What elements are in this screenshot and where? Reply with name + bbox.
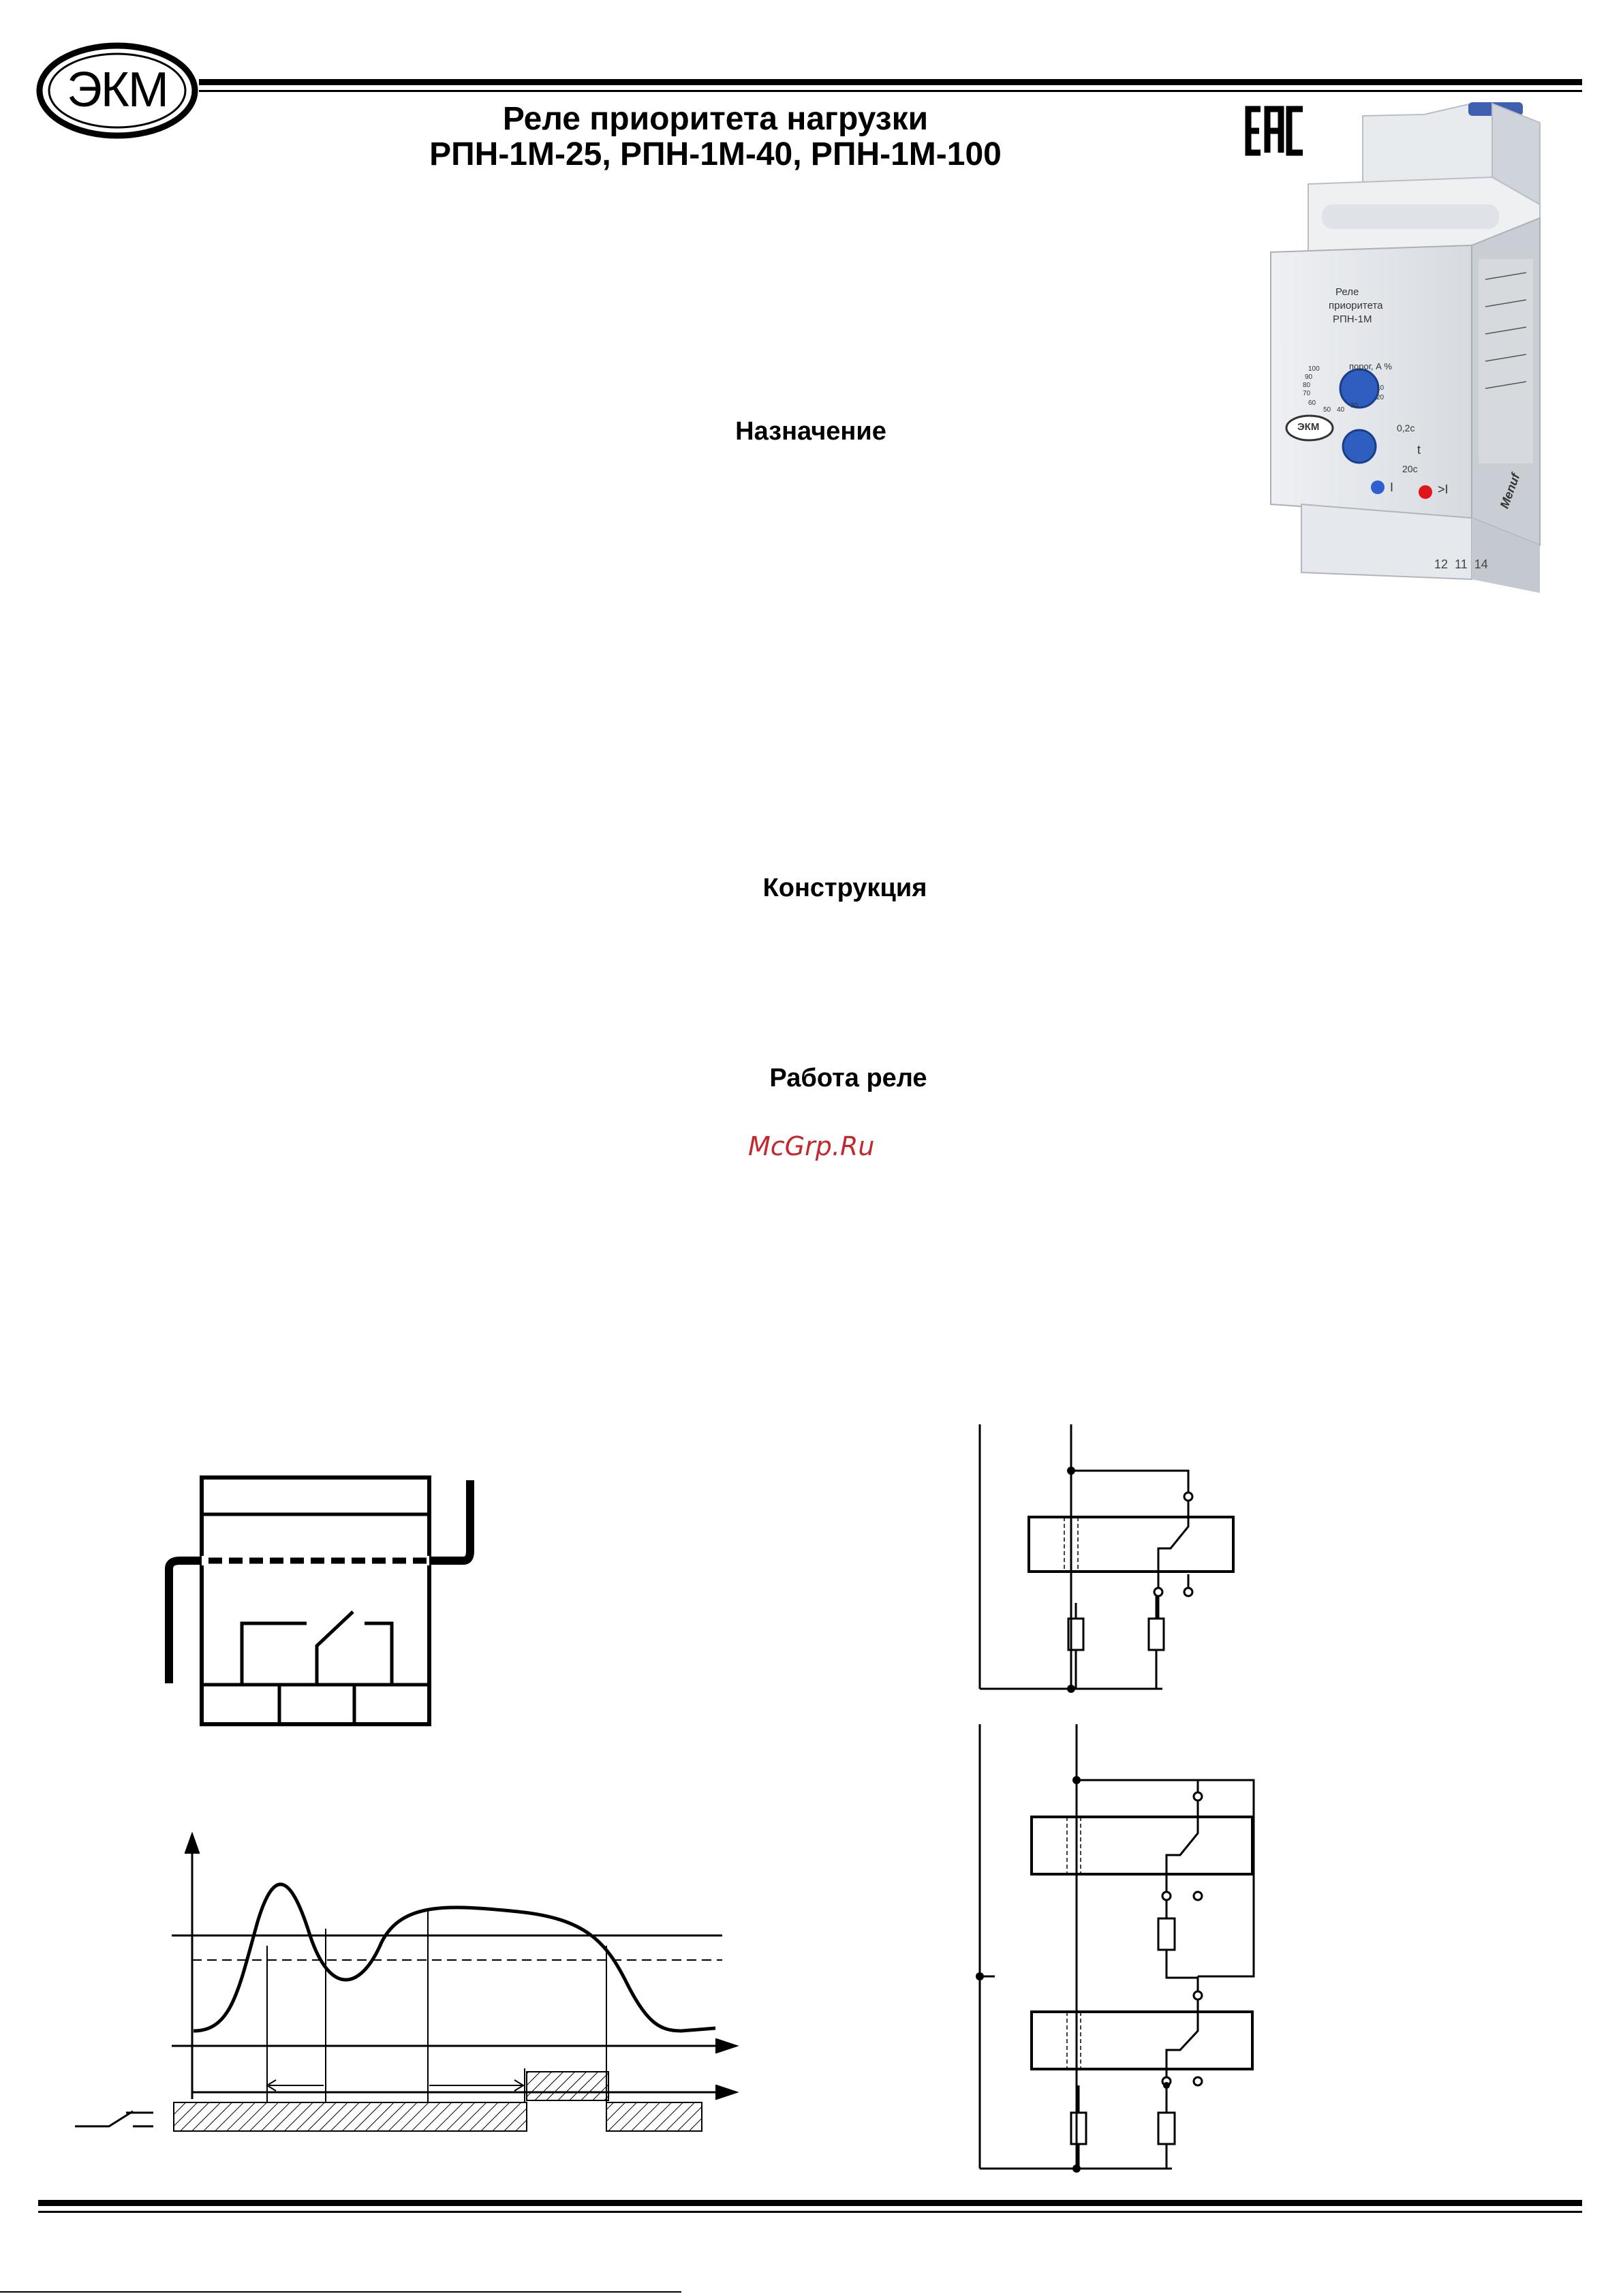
scale-40: 40 bbox=[1337, 406, 1345, 414]
scale-50: 50 bbox=[1323, 406, 1331, 414]
scale-70: 70 bbox=[1303, 390, 1311, 397]
threshold-label: порог, А % bbox=[1349, 361, 1392, 371]
wiring-diagram-single bbox=[968, 1424, 1240, 1697]
bottom-edge-rule bbox=[0, 2291, 681, 2293]
scale-100: 100 bbox=[1308, 365, 1320, 373]
terminal-numbers: 12 11 14 bbox=[1434, 557, 1488, 571]
scale-60: 60 bbox=[1308, 399, 1316, 407]
section-heading-operation: Работа реле bbox=[769, 1064, 927, 1092]
device-photo bbox=[1267, 102, 1581, 593]
device-label-line1: Реле bbox=[1335, 286, 1359, 298]
device-label-line2: приоритета bbox=[1329, 300, 1383, 311]
section-heading-purpose: Назначение bbox=[735, 417, 886, 446]
wiring-diagram-double bbox=[968, 1724, 1295, 2174]
time-min-label: 0,2с bbox=[1397, 423, 1415, 433]
header-rule-thick bbox=[199, 79, 1582, 85]
threshold-scale bbox=[1301, 361, 1397, 423]
section-heading-construction: Конструкция bbox=[762, 874, 927, 902]
device-brand-badge: ЭКМ bbox=[1297, 421, 1320, 433]
device-side-text: Menuf bbox=[1497, 472, 1523, 510]
time-label: t bbox=[1417, 443, 1421, 457]
document-title-line1: Реле приоритета нагрузки bbox=[502, 101, 929, 137]
header-rule-thin bbox=[199, 90, 1582, 92]
watermark: McGrp.Ru bbox=[748, 1131, 875, 1161]
scale-80: 80 bbox=[1303, 382, 1311, 389]
relay-construction-diagram bbox=[150, 1465, 491, 1738]
document-title-line2: РПН-1М-25, РПН-1М-40, РПН-1М-100 bbox=[429, 136, 1002, 172]
scale-10: 10 bbox=[1376, 384, 1385, 392]
time-max-label: 20с bbox=[1402, 463, 1418, 474]
led-trip-label: >I bbox=[1438, 483, 1449, 496]
led-power-label: I bbox=[1390, 480, 1394, 494]
scale-90: 90 bbox=[1305, 373, 1313, 381]
footer-rule-thin bbox=[38, 2211, 1582, 2213]
scale-30: 30 bbox=[1350, 402, 1359, 410]
logo-text: ЭКМ bbox=[67, 63, 168, 117]
footer-rule-thick bbox=[38, 2200, 1582, 2206]
current-time-graph bbox=[68, 1826, 749, 2147]
scale-20: 20 bbox=[1376, 394, 1385, 401]
ekm-logo bbox=[35, 42, 199, 139]
device-label-line3: РПН-1М bbox=[1333, 313, 1372, 325]
